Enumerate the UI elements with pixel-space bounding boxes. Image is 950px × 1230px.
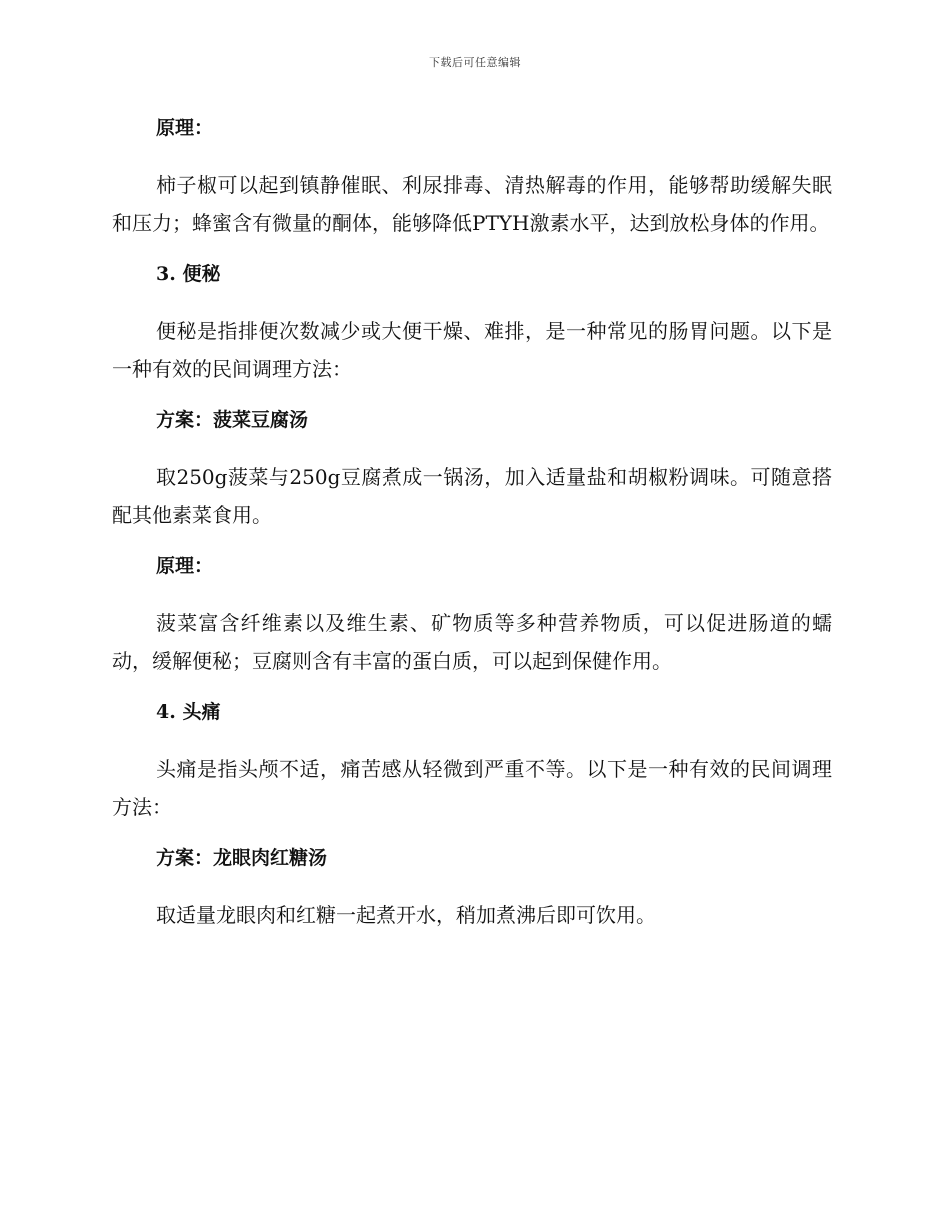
page-header: 下载后可任意编辑 bbox=[429, 56, 521, 69]
section-heading-principle-2: 原理： bbox=[156, 555, 214, 577]
paragraph-principle-1: 柿子椒可以起到镇静催眠、利尿排毒、清热解毒的作用，能够帮助缓解失眠和压力；蜂蜜含有微量的酮体，能够降低PTYH激素水平，达到放松身体的作用。 bbox=[112, 173, 832, 235]
paragraph-constipation-intro: 便秘是指排便次数减少或大便干燥、难排，是一种常见的肠胃问题。以下是一种有效的民间调理方法： bbox=[112, 319, 832, 381]
section-heading-headache: 4. 头痛 bbox=[156, 701, 221, 723]
paragraph-remedy-longan: 取适量龙眼肉和红糖一起煮开水，稍加煮沸后即可饮用。 bbox=[156, 903, 656, 927]
paragraph-principle-2: 菠菜富含纤维素以及维生素、矿物质等多种营养物质，可以促进肠道的蠕动，缓解便秘；豆腐则含有丰富的蛋白质，可以起到保健作用。 bbox=[112, 611, 832, 673]
paragraph-remedy-spinach-tofu: 取250g菠菜与250g豆腐煮成一锅汤，加入适量盐和胡椒粉调味。可随意搭配其他素菜食用。 bbox=[112, 465, 832, 527]
paragraph-headache-intro: 头痛是指头颅不适，痛苦感从轻微到严重不等。以下是一种有效的民间调理方法： bbox=[112, 757, 832, 819]
section-heading-remedy-longan: 方案：龙眼肉红糖汤 bbox=[156, 847, 328, 869]
section-heading-constipation: 3. 便秘 bbox=[156, 263, 221, 285]
section-heading-principle-1: 原理： bbox=[156, 117, 214, 139]
document-body bbox=[112, 112, 832, 950]
section-heading-remedy-spinach-tofu: 方案：菠菜豆腐汤 bbox=[156, 409, 309, 431]
